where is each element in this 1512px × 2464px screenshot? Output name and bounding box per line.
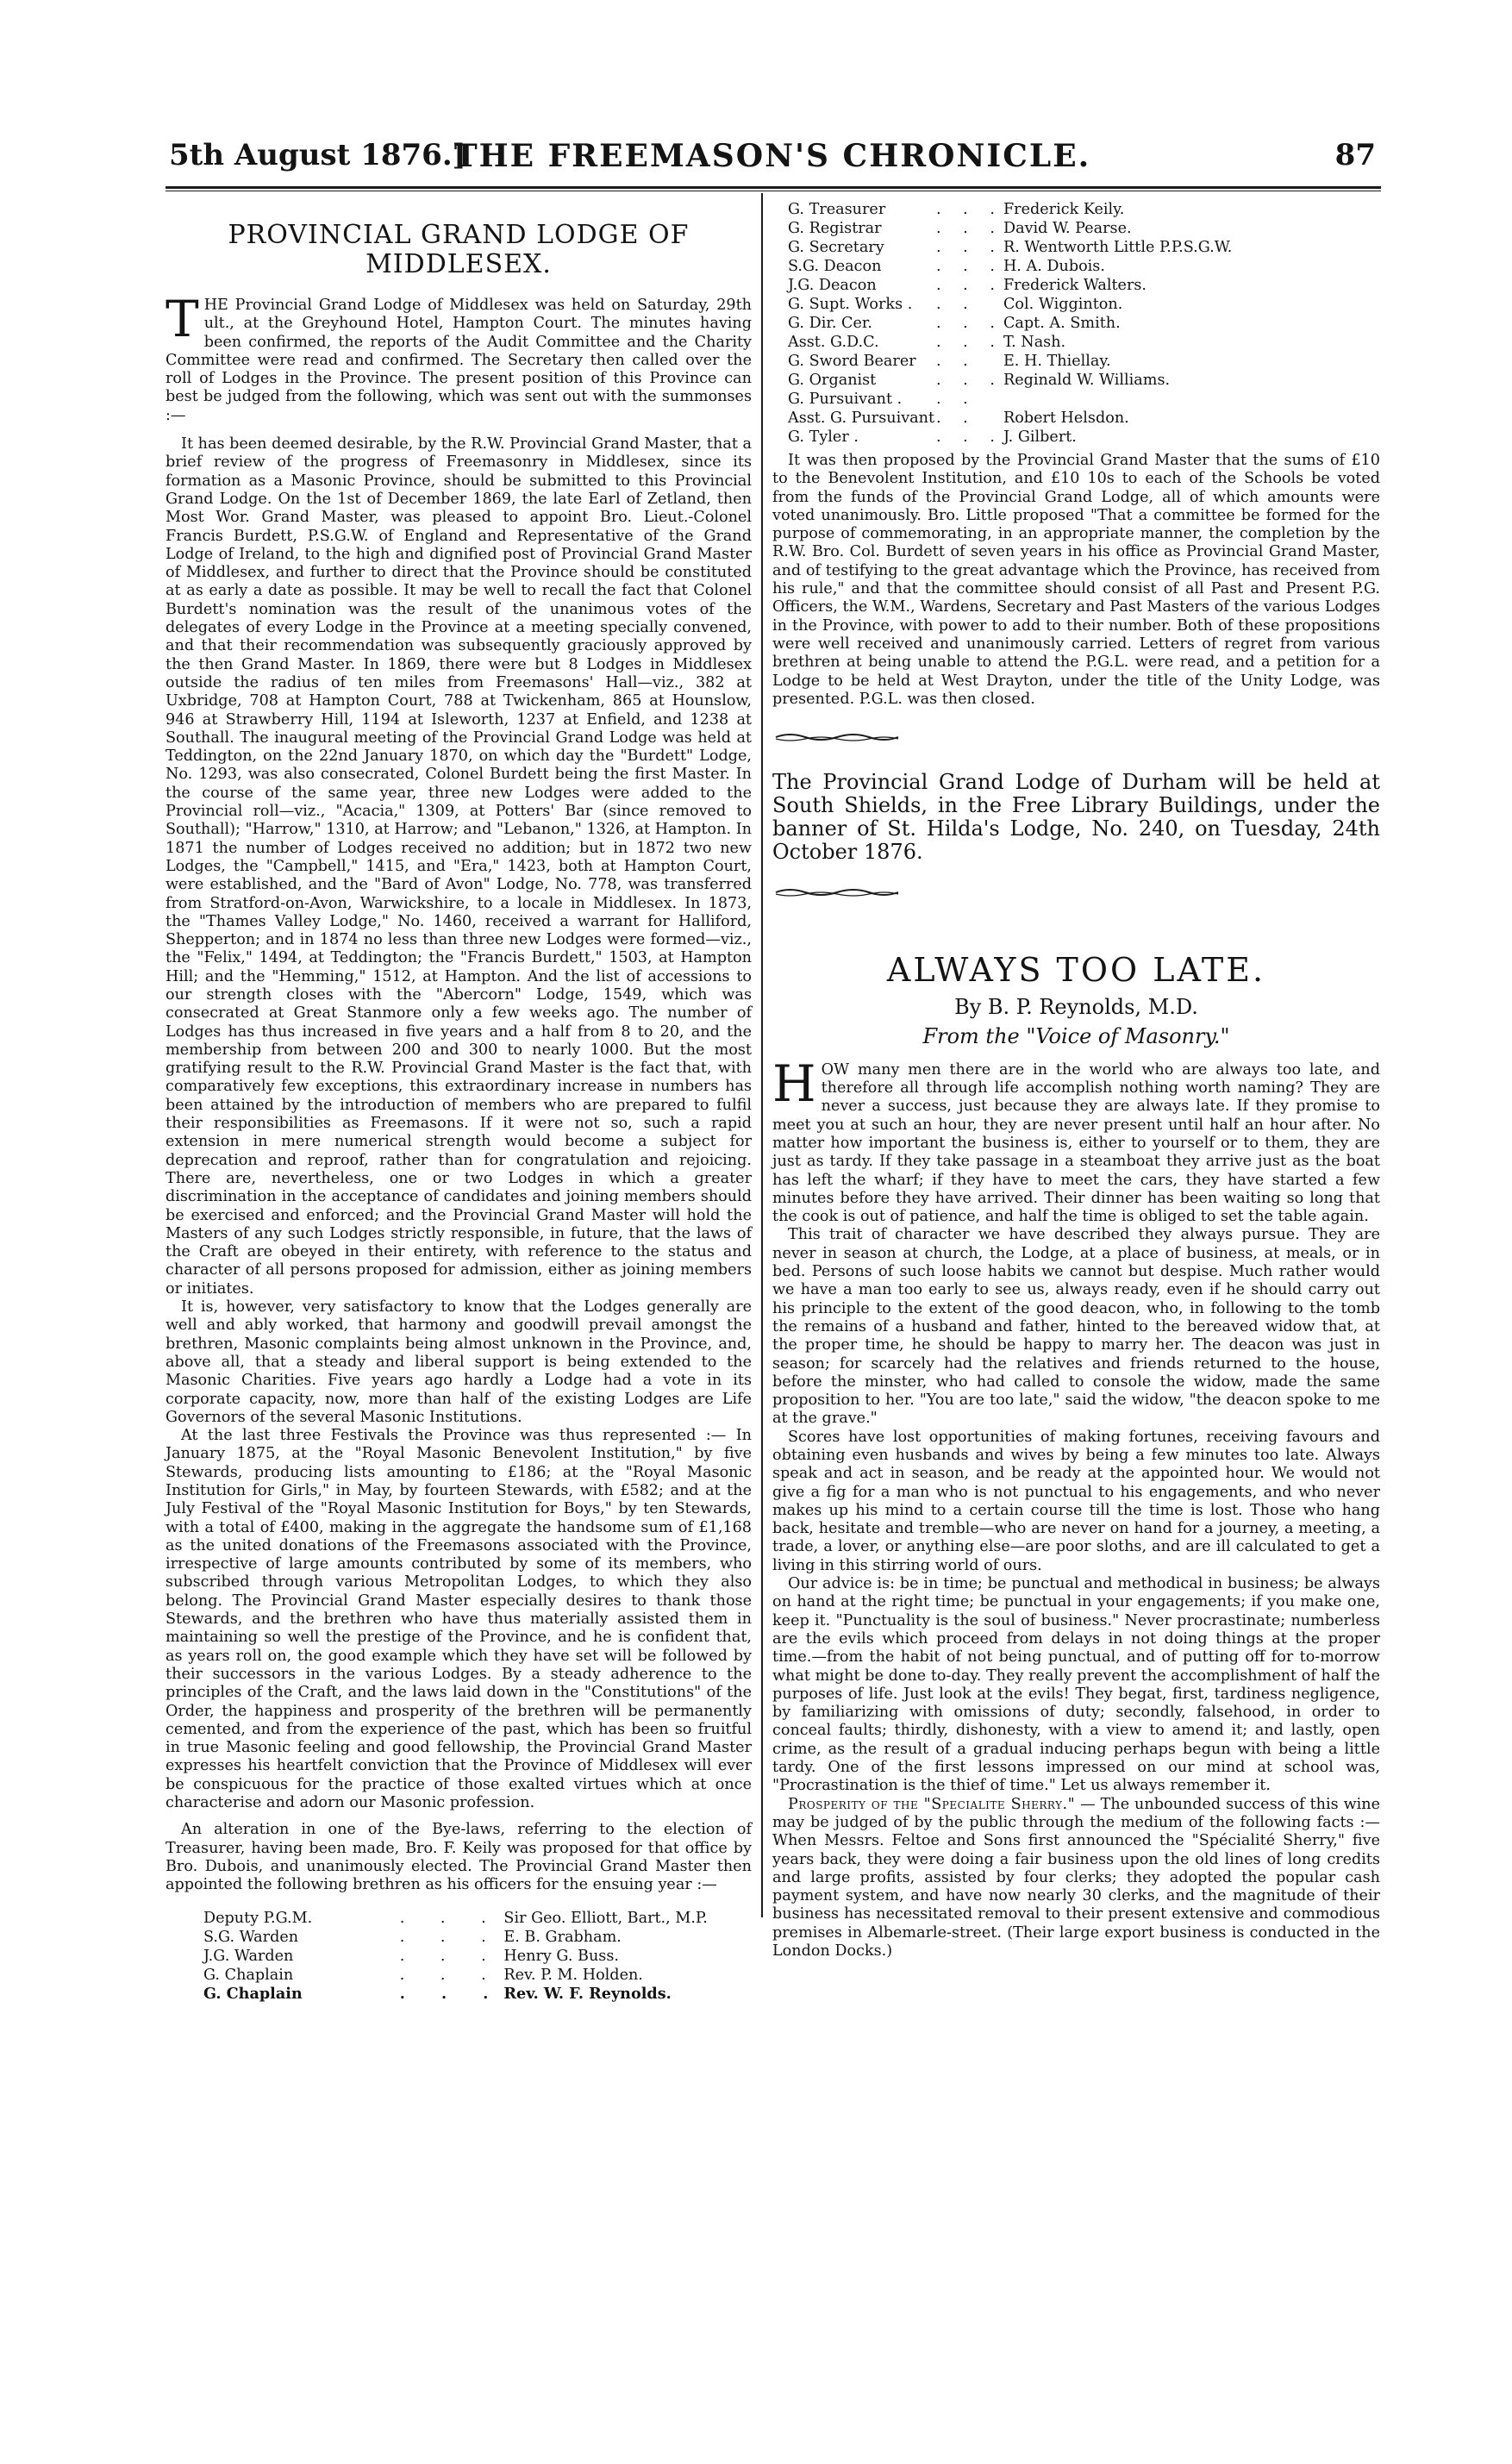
officer-name: Rev. W. F. Reynolds.	[503, 1984, 672, 2003]
article-byline: By B. P. Reynolds, M.D.	[954, 994, 1198, 1019]
right-column	[772, 197, 1380, 1961]
officer-row	[788, 257, 1365, 276]
leader-dots: . . .	[936, 315, 1003, 332]
leader-dots: . . .	[399, 1966, 502, 1984]
paragraph-text: HE Provincial Grand Lodge of Middlesex was held on Saturday, 29th ult., at the Greyhound Hotel, Hampton Court. The minutes having been confirmed, the reports of the Audit Committee and the Charity Committee were read and confirmed. The Secretary then called over the roll of Lodges in the Province. The present position of this Province can best be judged from the following, which was sent out with the summonses :—	[166, 297, 752, 424]
office-title: G. Registrar	[788, 220, 882, 237]
paragraph: Our advice is: be in time; be punctual and methodical in business; be always on hand at the right time; be punctual in your engagements; if you make one, keep it. "Punctuality is the soul of business." Never procrastinate; numberless are the evils which proceed from delays in not doing things at the proper time.—from the habit of not being punctual, and of putting off for to-morrow what might be done to-day. They really prevent the accomplishment of half the purposes of life. Just look at the evils! They begat, first, tardiness negligence, by familiarizing with omissions of duty; secondly, falsehood, in order to conceal faults; thirdly, dishonesty, with a view to amend it; and lastly, open crime, as the result of a gradual inducing perhaps begun with being a little tardy. One of the first lessons impressed on our mind at school was, "Procrastination is the thief of time." Let us always remember it.	[772, 1575, 1380, 1795]
officer-name: Capt. A. Smith.	[1003, 315, 1121, 332]
leader-dots: . . .	[399, 1909, 502, 1927]
officers-list-left	[203, 1909, 708, 2004]
leader-dots: . . .	[936, 220, 1003, 237]
article-heading-middlesex: PROVINCIAL GRAND LODGE OF MIDDLESEX.	[228, 220, 690, 279]
drop-cap: T	[166, 290, 199, 348]
ornamental-divider	[772, 886, 902, 898]
officer-name: Reginald W. Williams.	[1003, 372, 1171, 389]
leader-dots: . . .	[936, 372, 1003, 389]
officer-row	[788, 219, 1365, 238]
office-title: G. Chaplain	[203, 1966, 294, 1984]
office-title: J.G. Warden	[203, 1947, 294, 1965]
officer-row	[203, 1928, 708, 1947]
officer-name: Col. Wigginton.	[1003, 296, 1123, 313]
office-title: Asst. G.D.C.	[788, 334, 879, 351]
office-title: G. Sword Bearer	[788, 353, 916, 370]
officer-name: Sir Geo. Elliott, Bart., M.P.	[503, 1909, 708, 1927]
paragraph-text: OW many men there are in the world who are always too late, and therefore all through life accomplish nothing worth naming? They are never a success, just because they are always late. If they promise to meet you at such an hour, they are never present until half an hour after. No matter how important the business is, either to yourself or to them, they are just as tardy. If they take passage in a steamboat they arrive just as the boat has left the wharf; if they have to meet the cars, they have started a few minutes before they have arrived. Their dinner has been waiting so long that the cook is out of patience, and half the time is obliged to set the table again.	[772, 1060, 1380, 1226]
paragraph	[772, 1054, 1380, 1227]
issue-date: 5th August 1876.]	[169, 138, 466, 172]
office-title: G. Dir. Cer.	[788, 315, 872, 332]
officer-row	[788, 276, 1365, 295]
leader-dots: . .	[936, 296, 977, 313]
office-title: J.G. Deacon	[788, 277, 877, 294]
paragraph: This trait of character we have described they always pursue. They are never in season at church, the Lodge, at a place of business, at meals, or in bed. Persons of such loose habits we cannot but despise. Much rather would we have a man too early to see us, always ready, even if he should carry out his principle to the extent of the good deacon, who, in following to the tomb the remains of a husband and father, hinted to the bereaved widow that, at the proper time, he should be happy to marry her. The deacon was just in season; for scarcely had the relatives and friends returned to the house, before the minster, who had called to console the widow, made the same proposition to her. "You are too late," said the widow, "the deacon spoke to me at the grave."	[772, 1226, 1380, 1428]
office-title: G. Chaplain	[203, 1984, 303, 2003]
officer-row	[788, 428, 1365, 447]
officers-list-right	[788, 200, 1365, 447]
officer-name: T. Nash.	[1003, 334, 1066, 351]
officer-row	[788, 371, 1365, 390]
paragraph: An alteration in one of the Bye-laws, referring to the election of Treasurer, having been made, Bro. F. Keily was proposed for that office by Bro. Dubois, and unanimously elected. The Provincial Grand Master then appointed the following brethren as his officers for the ensuing year :—	[166, 1821, 752, 1894]
officer-row	[203, 1947, 708, 1966]
office-title: S.G. Deacon	[788, 258, 882, 275]
office-title: S.G. Warden	[203, 1928, 299, 1946]
paragraph: It has been deemed desirable, by the R.W. Provincial Grand Master, that a brief review of the progress of Freemasonry in Middlesex, since its formation as a Masonic Province, should be submitted to this Provincial Grand Lodge. On the 1st of December 1869, the late Earl of Zetland, then Most Wor. Grand Master, was pleased to appoint Bro. Lieut.-Colonel Francis Burdett, P.S.G.W. of England and Representative of the Grand Lodge of Ireland, to the high and dignified post of Provincial Grand Master of Middlesex, and further to direct that the Province should be constituted at as early a date as possible. It may be well to recall the fact that Colonel Burdett's nomination was the result of the unanimous votes of the delegates of every Lodge in the Province at a meeting specially convened, and that their recommendation was subsequently graciously approved by the then Grand Master. In 1869, there were but 8 Lodges in Middlesex outside the radius of ten miles from Freemasons' Hall—viz., 382 at Uxbridge, 708 at Hampton Court, 788 at Twickenham, 865 at Hounslow, 946 at Strawberry Hill, 1194 at Isleworth, 1237 at Enfield, and 1238 at Southall. The inaugural meeting of the Provincial Grand Lodge was held at Teddington, on the 22nd January 1870, on which day the "Burdett" Lodge, No. 1293, was also consecrated, Colonel Burdett being the first Master. In the course of the same year, three new Lodges were added to the Provincial roll—viz., "Acacia," 1309, at Potters' Bar (since removed to Southall); "Harrow," 1310, at Harrow; and "Lebanon," 1326, at Hampton. In 1871 the number of Lodges received no addition; but in 1872 two new Lodges, the "Campbell," 1415, and "Era," 1423, both at Hampton Court, were established, and the "Bard of Avon" Lodge, No. 778, was transferred from Stratford-on-Avon, Warwickshire, to a locale in Middlesex. In 1873, the "Thames Valley Lodge," No. 1460, received a warrant for Halliford, Shepperton; and in 1874 no less than three new Lodges were formed—viz., the "Felix," 1494, at Teddington; the "Francis Burdett," 1503, at Hampton Hill; and the "Hemming," 1512, at Hampton. And the list of accessions to our strength closes with the "Abercorn" Lodge, 1549, which was consecrated at Great Stanmore only a few weeks ago. The number of Lodges has thus increased in five years and a half from 8 to 20, and the membership from between 200 and 300 to nearly 1000. But the most gratifying result to the R.W. Provincial Grand Master is the fact that, with comparatively few exceptions, this extraordinary increase in numbers has been attained by the introduction of members who are prepared to fulfil their responsibilities as Freemasons. If it were not so, such a rapid extension in mere numerical strength would become a subject for deprecation and reproof, rather than for congratulation and rejoicing. There are, nevertheless, one or two Lodges in which a greater discrimination in the acceptance of candidates and joining members should be exercised and enforced; and the Provincial Grand Master will hold the Masters of any such Lodges strictly responsible, in future, that the laws of the Craft are obeyed in their entirety, with reference to the status and character of all persons proposed for admission, either as joining members or initiates.	[166, 435, 752, 1298]
officer-row	[788, 352, 1365, 371]
officer-row	[788, 314, 1365, 333]
advert-text: — The unbounded success of this wine may be judged of by the public through the medium of the following facts :—When Messrs. Feltoe and Sons first announced the "Spécialité Sherry," five years back, they were doing a fair business upon the old lines of long credits and large profits, assisted by four clerks; they adopted the popular cash payment system, and have now nearly 30 clerks, and the magnitude of their business has necessitated removal to their present extensive and commodious premises in Albemarle-street. (Their large export business is conducted in the London Docks.)	[772, 1795, 1381, 1960]
officer-row	[788, 238, 1365, 257]
article-source: From the "Voice of Masonry."	[922, 1023, 1230, 1048]
office-title: G. Treasurer	[788, 201, 886, 218]
officer-name: E. H. Thiellay.	[1003, 353, 1111, 370]
sherry-advertisement	[772, 1796, 1380, 1961]
office-title: Asst. G. Pursuivant	[788, 410, 935, 427]
ornamental-divider	[772, 731, 902, 743]
durham-notice: The Provincial Grand Lodge of Durham will be held at South Shields, in the Free Library Buildings, under the banner of St. Hilda's Lodge, No. 240, on Tuesday, 24th October 1876.	[772, 770, 1380, 865]
officer-name: Robert Helsdon.	[1003, 410, 1129, 427]
office-title: G. Tyler .	[788, 428, 859, 446]
leader-dots: . . .	[936, 428, 1003, 446]
newspaper-title: THE FREEMASON'S CHRONICLE.	[453, 138, 1091, 174]
officer-name: David W. Pearse.	[1003, 220, 1132, 237]
column-rule	[761, 193, 763, 1917]
leader-dots: . .	[936, 391, 977, 408]
officer-row	[788, 200, 1365, 219]
officer-name: Frederick Keily.	[1003, 201, 1125, 218]
officer-row	[788, 409, 1365, 428]
leader-dots: . . .	[399, 1928, 502, 1946]
left-column	[166, 197, 752, 2019]
office-title: Deputy P.G.M.	[203, 1909, 313, 1927]
leader-dots: . . .	[399, 1984, 504, 2003]
paragraph: It is, however, very satisfactory to know that the Lodges generally are well and ably worked, that harmony and goodwill prevail amongst the brethren, Masonic complaints being almost unknown in the Province, and, above all, that a steady and liberal support is being extended to the Masonic Charities. Five years ago hardly a Lodge had a vote in its corporate capacity, now, more than half of the existing Lodges are Life Governors of the several Masonic Institutions.	[166, 1298, 752, 1426]
officer-name: J. Gilbert.	[1003, 428, 1077, 446]
drop-cap: H	[772, 1054, 816, 1113]
masthead-rule-top	[166, 186, 1381, 189]
officer-name: Rev. P. M. Holden.	[503, 1966, 643, 1984]
office-title: G. Secretary	[788, 239, 884, 256]
masthead	[169, 138, 1376, 181]
leader-dots: . . .	[936, 258, 1003, 275]
officer-row	[788, 295, 1365, 314]
leader-dots: . .	[936, 410, 977, 427]
office-title: G. Pursuivant .	[788, 391, 903, 408]
officer-name: E. B. Grabham.	[503, 1928, 622, 1946]
leader-dots: . . .	[936, 201, 1003, 218]
paragraph: Scores have lost opportunities of making fortunes, receiving favours and obtaining even husbands and wives by being a few minutes too late. Always speak and act in season, and be ready at the appointed hour. We would not give a fig for a man who is not punctual to his engagements, and who never makes up his mind to a certain course till the time is lost. Those who hang back, hesitate and tremble—who are never on hand for a journey, a meeting, a trade, a lover, or anything else—are poor sloths, and are ill calculated to get a living in this stirring world of ours.	[772, 1428, 1380, 1574]
paragraph: At the last three Festivals the Province was thus represented :— In January 1875, at the "Royal Masonic Benevolent Institution," by five Stewards, producing lists amounting to £186; at the "Royal Masonic Institution for Girls," in May, by fourteen Stewards, with £582; and at the July Festival of the "Royal Masonic Institution for Boys," by ten Stewards, with a total of £400, making in the aggregate the handsome sum of £1,168 as the united donations of the Freemasons associated with the Province, irrespective of large amounts contributed by some of its members, who subscribed through various Metropolitan Lodges, to which they also belong. The Provincial Grand Master especially desires to thank those Stewards, and the brethren who have thus materially assisted them in maintaining so well the prestige of the Province, and he is confident that, as years roll on, the good example which they have set will be followed by their successors in the various Lodges. By a steady adherence to the principles of the Craft, and the laws laid down in the "Constitutions" of the Order, the happiness and prosperity of the brethren will be permanently cemented, and from the experience of the past, which has been so fruitful in true Masonic feeling and good fellowship, the Provincial Grand Master expresses his heartfelt conviction that the Province of Middlesex will ever be conspicuous for the practice of those exalted virtues which at once characterise and adorn our Masonic profession.	[166, 1427, 752, 1812]
page-number: 87	[1334, 138, 1376, 172]
officer-name: R. Wentworth Little P.P.S.G.W.	[1003, 239, 1233, 256]
officer-row	[203, 1966, 708, 1985]
leader-dots: . .	[936, 353, 977, 370]
officer-row	[203, 1909, 708, 1928]
officer-name: Henry G. Buss.	[503, 1947, 619, 1965]
officer-row	[788, 333, 1365, 352]
leader-dots: . . .	[936, 334, 1003, 351]
paragraph	[166, 290, 752, 425]
officer-name: H. A. Dubois.	[1003, 258, 1105, 275]
office-title: G. Supt. Works .	[788, 296, 913, 313]
leader-dots: . . .	[936, 239, 1003, 256]
article-title-always-too-late: ALWAYS TOO LATE.	[886, 950, 1266, 989]
officer-name: Frederick Walters.	[1003, 277, 1147, 294]
leader-dots: . . .	[399, 1947, 502, 1965]
officer-row	[203, 1985, 708, 2004]
paragraph: It was then proposed by the Provincial Grand Master that the sums of £10 to the Benevolent Institution, and £10 10s to each of the Schools be voted from the funds of the Provincial Grand Lodge, all of which amounts were voted unanimously. Bro. Little proposed "That a committee be formed for the purpose of commemorating, in an appropriate manner, the completion by the R.W. Bro. Col. Burdett of seven years in his office as Provincial Grand Master, and of testifying to the great advantage which the Province, has received from his rule," and that the committee should consist of all Past and Present P.G. Officers, the W.M., Wardens, Secretary and Past Masters of the various Lodges in the Province, with power to add to their number. Both of these propositions were well received and unanimously carried. Letters of regret from various brethren at being unable to attend the P.G.L. were read, and a petition for a Lodge to be held at West Drayton, under the title of the Unity Lodge, was presented. P.G.L. was then closed.	[772, 452, 1380, 708]
advert-lead: Prosperity of the "Specialite Sherry."	[788, 1795, 1076, 1813]
office-title: G. Organist	[788, 372, 877, 389]
leader-dots: . . .	[936, 277, 1003, 294]
officer-name	[1003, 390, 1365, 409]
officer-row	[788, 390, 1365, 409]
